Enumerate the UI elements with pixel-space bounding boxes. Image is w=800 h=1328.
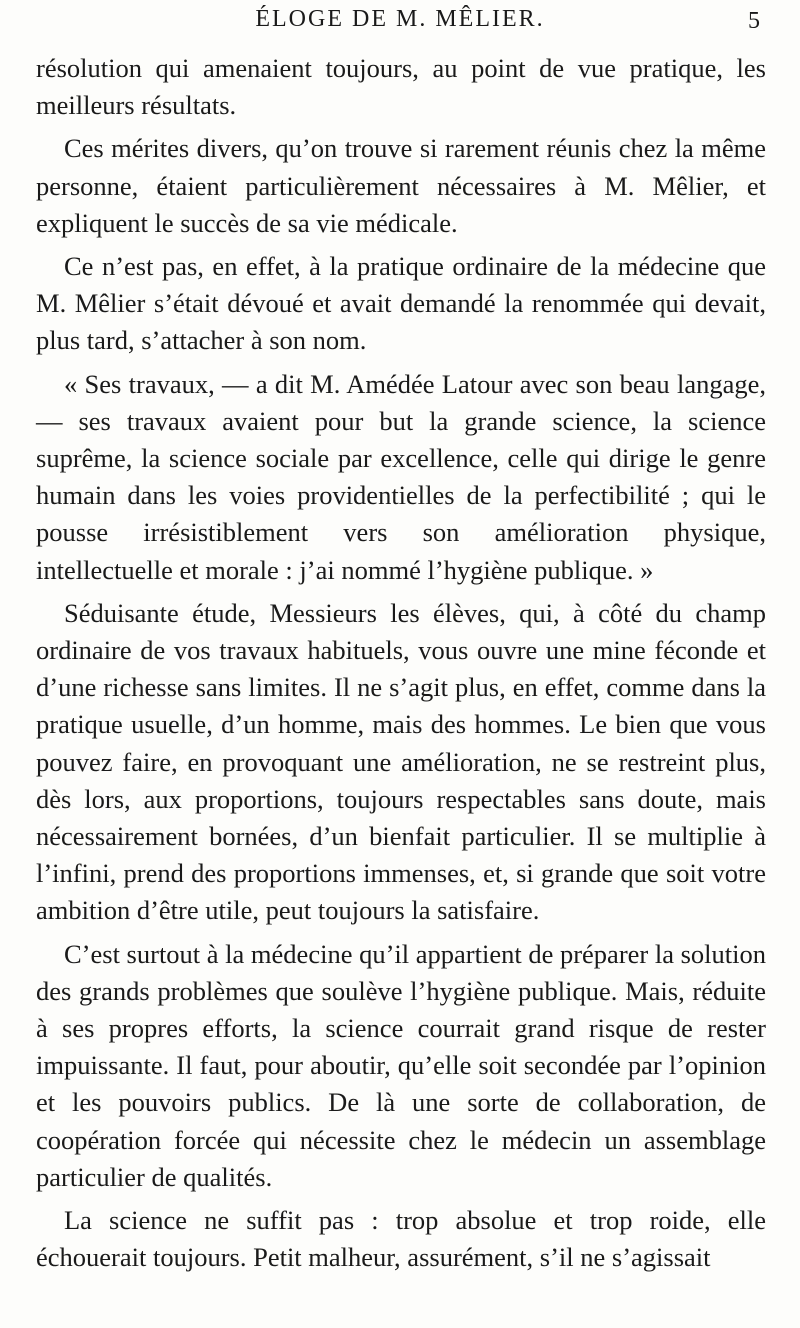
page-body bbox=[36, 50, 766, 1277]
paragraph-6: C’est surtout à la médecine qu’il appartient de préparer la solution des grands problèmes que soulève l’hygiène publique. Mais, réduite à ses propres efforts, la science courrait grand risque de rester impuissante. Il faut, pour aboutir, qu’elle soit secondée par l’opinion et les pouvoirs publics. De là une sorte de collaboration, de coopération forcée qui nécessite chez le médecin un assemblage particulier de qualités. bbox=[36, 938, 767, 1192]
paragraph-4-quote: « Ses travaux, — a dit M. Amédée Latour avec son beau langage, — ses travaux avaient pour but la grande science, la science suprême, la science sociale par excellence, celle qui dirige le genre humain dans les voies providentielles de la perfectibilité ; qui le pousse irrésistiblement vers son amélioration physique, intellectuelle et morale : j’ai nommé l’hygiène publique. » bbox=[36, 368, 766, 585]
paragraph-3: Ce n’est pas, en effet, à la pratique ordinaire de la médecine que M. Mêlier s’était dévoué et avait demandé la renommée qui devait, plus tard, s’attacher à son nom. bbox=[36, 251, 766, 356]
paragraph-7: La science ne suffit pas : trop absolue et trop roide, elle échouerait toujours. Petit malheur, assurément, s’il ne s’agissait bbox=[36, 1205, 766, 1273]
page-header bbox=[40, 4, 760, 38]
page-number: 5 bbox=[748, 8, 760, 34]
paragraph-5: Séduisante étude, Messieurs les élèves, qui, à côté du champ ordinaire de vos travaux habituels, vous ouvre une mine féconde et d’une richesse sans limites. Il ne s’agit plus, en effet, comme dans la pratique usuelle, d’un homme, mais des hommes. Le bien que vous pouvez faire, en provoquant une amélioration, ne se restreint plus, dès lors, aux proportions, toujours respectables sans doute, mais nécessairement bornées, d’un bienfait particulier. Il se multiplie à l’infini, prend des proportions immenses, et, si grande que soit votre ambition d’être utile, peut toujours la satisfaire. bbox=[36, 597, 766, 926]
paragraph-1: résolution qui amenaient toujours, au point de vue pratique, les meilleurs résultats. bbox=[36, 53, 766, 121]
running-title: ÉLOGE DE M. MÊLIER. bbox=[255, 6, 545, 32]
paragraph-2: Ces mérites divers, qu’on trouve si rarement réunis chez la même personne, étaient particulièrement nécessaires à M. Mêlier, et expliquent le succès de sa vie médicale. bbox=[36, 133, 766, 238]
